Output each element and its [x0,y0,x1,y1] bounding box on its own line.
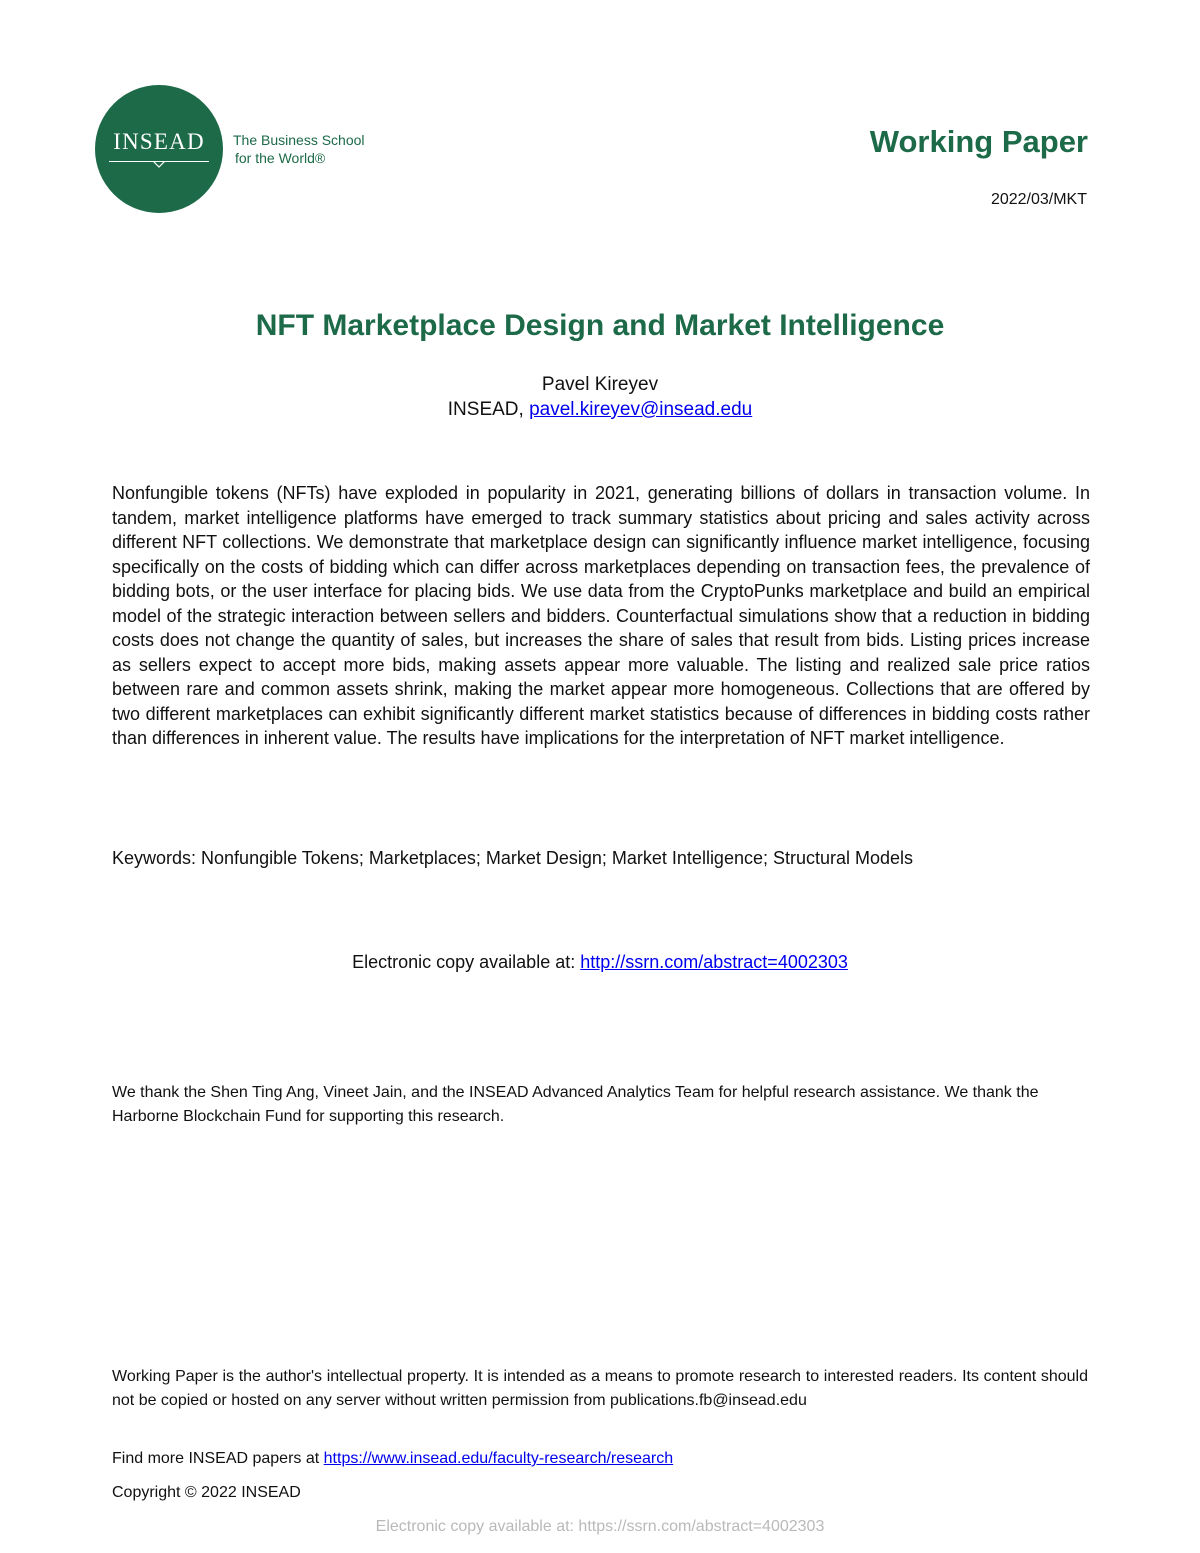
ssrn-link[interactable]: http://ssrn.com/abstract=4002303 [580,952,848,972]
paper-number: 2022/03/MKT [990,191,1087,208]
keywords: Keywords: Nonfungible Tokens; Marketplaces; Market Design; Market Intelligence; Structural Models [112,848,914,868]
tagline-line-1: The Business School [233,132,365,148]
ecopy-text: Electronic copy available at: [352,952,576,972]
find-more-text: Find more INSEAD papers at [112,1450,320,1467]
author-name: Pavel Kireyev [541,374,659,395]
tagline-line-2: for the World® [235,150,326,166]
page-footer: Electronic copy available at: https://ssrn.com/abstract=4002303 [375,1518,825,1535]
acknowledgements: We thank the Shen Ting Ang, Vineet Jain, and the INSEAD Advanced Analytics Team for helpful research assistance. We thank the Harborne Blockchain Fund for supporting this research. [112,1084,1039,1125]
logo-chevron-icon [152,161,166,169]
insead-logo [95,85,223,213]
author-email-link[interactable]: pavel.kireyev@insead.edu [529,399,753,420]
working-paper-label: Working Paper [869,124,1088,159]
paper-title: NFT Marketplace Design and Market Intelligence [255,309,945,342]
affiliation-text: INSEAD, [447,399,524,420]
find-more-papers [112,1450,673,1468]
copyright-line: Copyright © 2022 INSEAD [112,1484,301,1501]
abstract: Nonfungible tokens (NFTs) have exploded in popularity in 2021, generating billions of dollars in transaction volume. In tandem, market intelligence platforms have emerged to track summary statistics about pricing and sales activity across different NFT collections. We demonstrate that marketplace design can significantly influence market intelligence, focusing specifically on the costs of bidding which can differ across marketplaces depending on transaction fees, the prevalence of bidding bots, or the user interface for placing bids. We use data from the CryptoPunks marketplace and build an empirical model of the strategic interaction between sellers and bidders. Counterfactual simulations show that a reduction in bidding costs does not change the quantity of sales, but increases the share of sales that result from bids. Listing prices increase as sellers expect to accept more bids, making assets appear more valuable. The listing and realized sale price ratios between rare and common assets shrink, making the market appear more homogeneous. Collections that are offered by two different marketplaces can exhibit significantly different market statistics because of differences in bidding costs rather than differences in inherent value. The results have implications for the interpretation of NFT market intelligence. [112,483,1090,748]
author-affiliation [0,399,1200,421]
electronic-copy-note [0,952,1200,973]
logo-tagline [233,131,365,167]
logo-text: INSEAD [113,129,205,154]
copyright-notice: Working Paper is the author's intellectual property. It is intended as a means to promote research to interested readers. Its content should not be copied or hosted on any server without written permission from publications.fb@insead.edu [112,1368,1088,1409]
insead-research-link[interactable]: https://www.insead.edu/faculty-research/research [323,1450,674,1467]
